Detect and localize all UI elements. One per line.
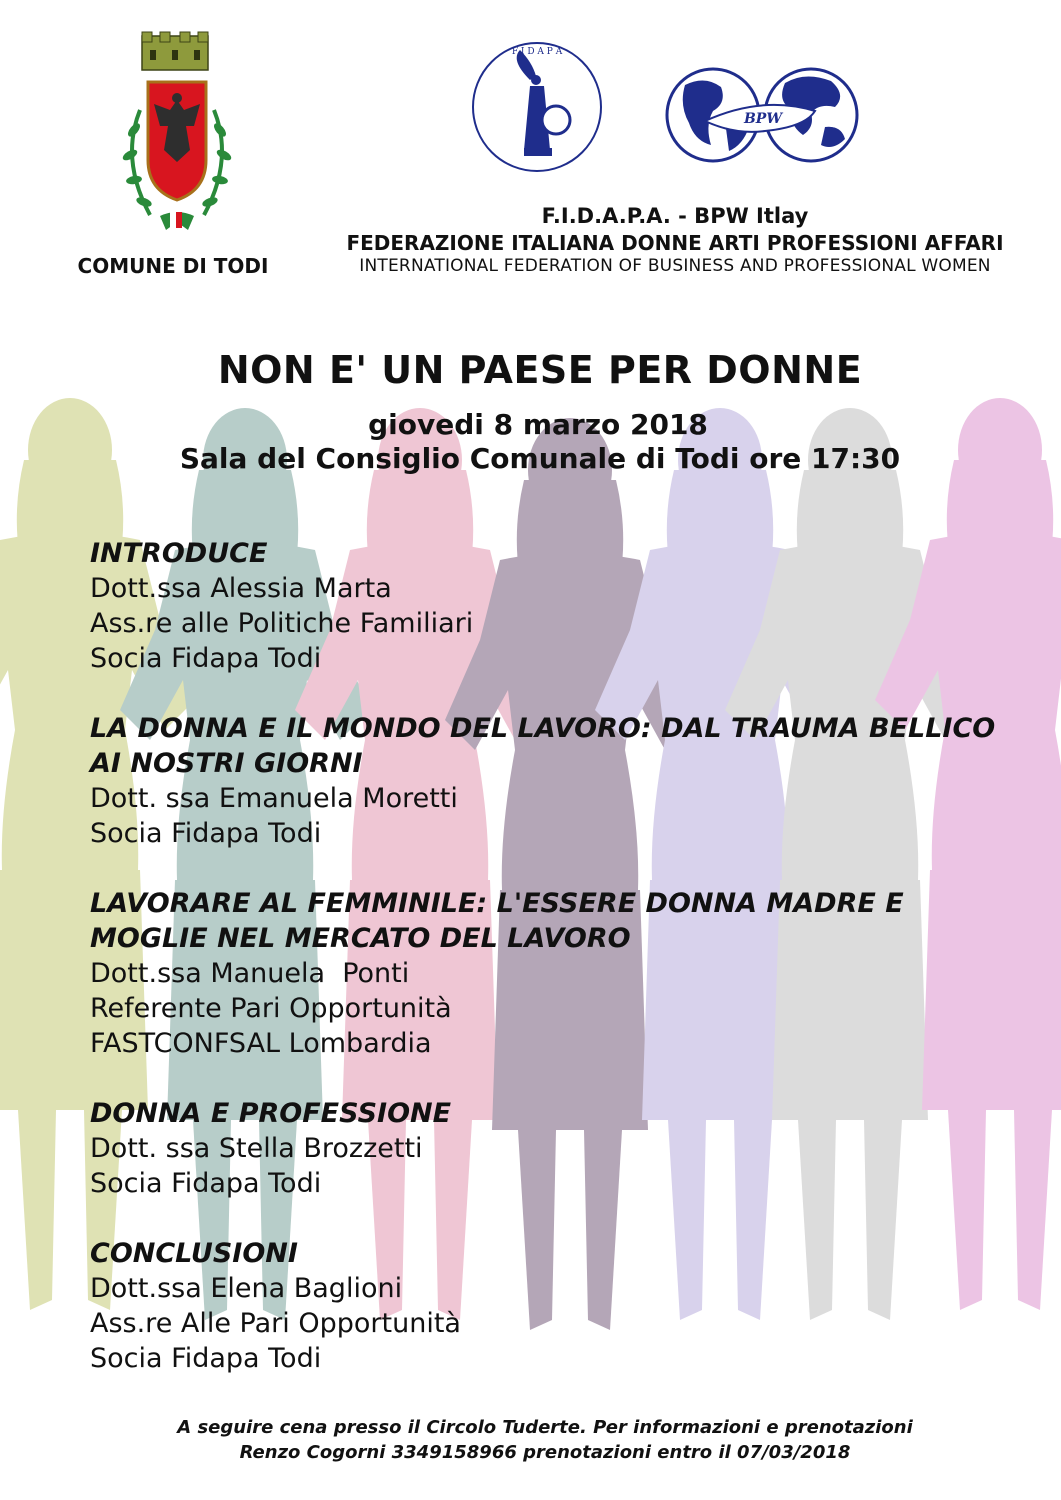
event-date: giovedi 8 marzo 2018 <box>368 408 708 441</box>
program-speaker-line: Ass.re alle Politiche Familiari <box>90 608 474 639</box>
program-speaker-line: Dott.ssa Elena Baglioni <box>90 1273 403 1304</box>
footer-line-2: Renzo Cogorni 3349158966 prenotazioni entro il 07/03/2018 <box>239 1442 851 1463</box>
footer-line-1: A seguire cena presso il Circolo Tuderte. Per informazioni e prenotazioni <box>177 1417 913 1438</box>
program-section <box>90 1236 1010 1376</box>
bpw-logo <box>665 65 860 165</box>
comune-label: COMUNE DI TODI <box>77 254 269 278</box>
program-speaker-line: Dott.ssa Manuela Ponti <box>90 958 410 989</box>
comune-todi-crest <box>110 30 240 245</box>
fidapa-logo-lettering: F I D A P A <box>511 47 563 57</box>
program-speaker-line: FASTCONFSAL Lombardia <box>90 1028 432 1059</box>
program-section-title: CONCLUSIONI <box>90 1238 298 1269</box>
program-section-title: LA DONNA E IL MONDO DEL LAVORO: DAL TRAUMA BELLICO AI NOSTRI GIORNI <box>90 713 996 779</box>
program-section <box>90 886 1010 1061</box>
program-section <box>90 536 1010 676</box>
program-speaker-line: Socia Fidapa Todi <box>90 1343 322 1374</box>
program-section-title: DONNA E PROFESSIONE <box>90 1098 452 1129</box>
event-title: NON E' UN PAESE PER DONNE <box>217 348 863 392</box>
program-speaker-line: Dott. ssa Emanuela Moretti <box>90 783 458 814</box>
program-list <box>90 536 1010 1411</box>
program-section <box>90 1096 1010 1201</box>
program-speaker-line: Dott.ssa Alessia Marta <box>90 573 392 604</box>
footer-note <box>60 1415 1030 1465</box>
program-speaker-line: Ass.re Alle Pari Opportunità <box>90 1308 461 1339</box>
program-speaker-line: Dott. ssa Stella Brozzetti <box>90 1133 423 1164</box>
event-place: Sala del Consiglio Comunale di Todi ore 17:30 <box>179 442 901 475</box>
bpw-logo-lettering: BPW <box>743 111 783 127</box>
program-section <box>90 711 1010 851</box>
org-full-italian: FEDERAZIONE ITALIANA DONNE ARTI PROFESSIONI AFFARI <box>346 231 1004 255</box>
org-full-english: INTERNATIONAL FEDERATION OF BUSINESS AND PROFESSIONAL WOMEN <box>359 256 991 276</box>
org-name: F.I.D.A.P.A. - BPW Itlay <box>541 204 809 228</box>
program-section-title: INTRODUCE <box>90 538 268 569</box>
fidapa-logo <box>470 40 605 175</box>
program-speaker-line: Referente Pari Opportunità <box>90 993 452 1024</box>
program-speaker-line: Socia Fidapa Todi <box>90 818 322 849</box>
program-section-title: LAVORARE AL FEMMINILE: L'ESSERE DONNA MADRE E MOGLIE NEL MERCATO DEL LAVORO <box>90 888 904 954</box>
program-speaker-line: Socia Fidapa Todi <box>90 1168 322 1199</box>
program-speaker-line: Socia Fidapa Todi <box>90 643 322 674</box>
